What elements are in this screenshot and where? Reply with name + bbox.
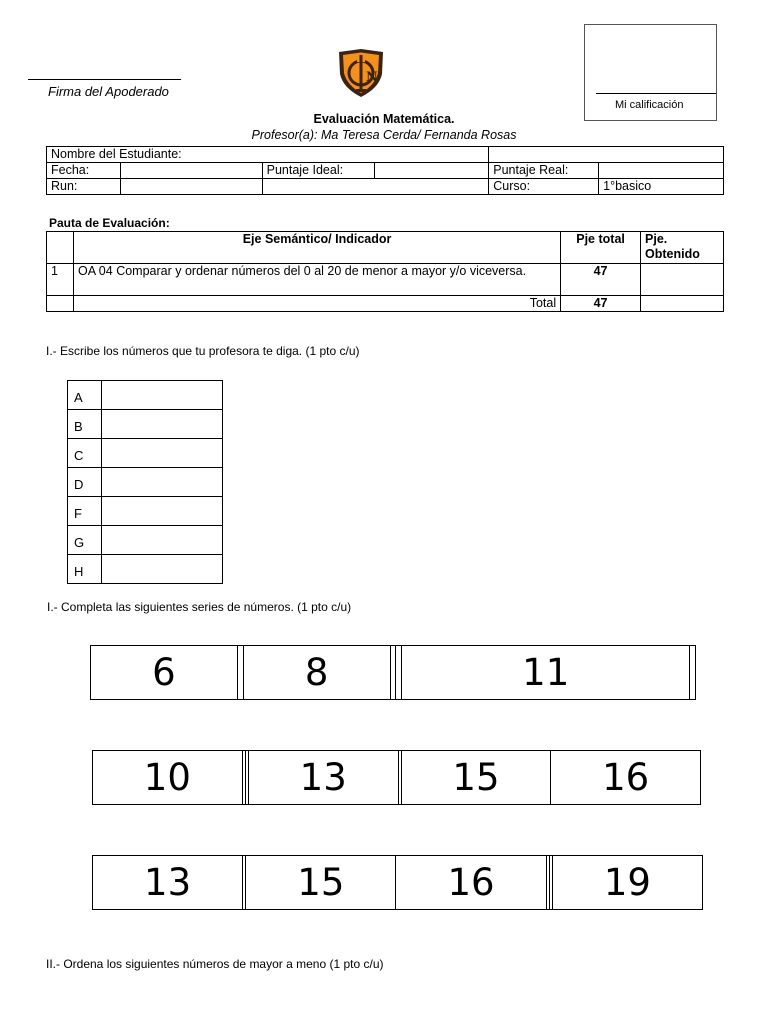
pauta-row-obtained[interactable] (641, 264, 724, 296)
pauta-total-label: Total (73, 296, 560, 312)
letter-row (68, 526, 223, 555)
run-field-extra[interactable] (262, 179, 489, 195)
student-name-label: Nombre del Estudiante: (47, 147, 489, 163)
pauta-header-blank (47, 232, 74, 264)
student-info-table (46, 146, 724, 195)
ideal-score-label: Puntaje Ideal: (262, 163, 374, 179)
letter-answer-cell[interactable] (102, 439, 223, 468)
number-series-1 (90, 645, 696, 700)
instruction-order-numbers: II.- Ordena los siguientes números de mayor a meno (1 pto c/u) (46, 957, 384, 971)
number-series-2 (92, 750, 701, 805)
series-number: 13 (93, 856, 243, 910)
grade-line (596, 93, 716, 94)
series-number: 15 (401, 751, 551, 805)
series-number: 15 (246, 856, 396, 910)
real-score-field[interactable] (599, 163, 724, 179)
letter-answer-cell[interactable] (102, 381, 223, 410)
pauta-title: Pauta de Evaluación: (49, 216, 170, 230)
letter-row (68, 468, 223, 497)
letter-answer-cell[interactable] (102, 410, 223, 439)
letter-label: D (68, 468, 102, 497)
series-row (93, 751, 701, 805)
evaluation-title: Evaluación Matemática. (313, 112, 455, 126)
letter-row (68, 555, 223, 584)
number-series-3 (92, 855, 703, 910)
pauta-total-blank (47, 296, 74, 312)
letter-label: B (68, 410, 102, 439)
letter-row (68, 381, 223, 410)
series-number: 19 (552, 856, 702, 910)
real-score-label: Puntaje Real: (489, 163, 599, 179)
student-name-field[interactable] (489, 147, 724, 163)
run-label: Run: (47, 179, 121, 195)
pauta-header-total: Pje total (561, 232, 641, 264)
instruction-write-numbers: I.- Escribe los números que tu profesora te diga. (1 pto c/u) (46, 344, 360, 358)
letter-row (68, 439, 223, 468)
course-label: Curso: (489, 179, 599, 195)
letter-answer-cell[interactable] (102, 555, 223, 584)
run-field[interactable] (120, 179, 262, 195)
pauta-row-total: 47 (561, 264, 641, 296)
letter-label: H (68, 555, 102, 584)
ideal-score-field[interactable] (374, 163, 489, 179)
instruction-complete-series: I.- Completa las siguientes series de números. (1 pto c/u) (47, 600, 352, 614)
pauta-total-obtained[interactable] (641, 296, 724, 312)
pauta-total-value: 47 (561, 296, 641, 312)
series-row (93, 856, 703, 910)
series-number: 16 (551, 751, 701, 805)
teachers-subtitle: Profesor(a): Ma Teresa Cerda/ Fernanda Rosas (251, 128, 517, 142)
letter-answer-cell[interactable] (102, 468, 223, 497)
letter-row (68, 410, 223, 439)
letter-row (68, 497, 223, 526)
letters-table (67, 380, 223, 584)
course-value: 1°basico (599, 179, 724, 195)
series-number: 8 (243, 646, 390, 700)
series-number: 13 (248, 751, 398, 805)
series-blank-cell[interactable] (689, 646, 695, 700)
letter-label: F (68, 497, 102, 526)
series-number: 10 (93, 751, 243, 805)
series-number: 6 (91, 646, 238, 700)
school-logo (335, 48, 387, 98)
date-label: Fecha: (47, 163, 121, 179)
grade-label: Mi calificación (615, 99, 684, 111)
svg-text:N: N (366, 70, 378, 85)
pauta-header-obtained: Pje. Obtenido (641, 232, 724, 264)
date-field[interactable] (120, 163, 262, 179)
pauta-table (46, 231, 724, 312)
letter-label: A (68, 381, 102, 410)
letter-label: C (68, 439, 102, 468)
series-number: 11 (402, 646, 690, 700)
letter-answer-cell[interactable] (102, 526, 223, 555)
pauta-row-number: 1 (47, 264, 74, 296)
pauta-row-indicator: OA 04 Comparar y ordenar números del 0 al 20 de menor a mayor y/o viceversa. (73, 264, 560, 296)
pauta-header-indicator: Eje Semántico/ Indicador (73, 232, 560, 264)
series-row (91, 646, 696, 700)
signature-label: Firma del Apoderado (48, 84, 169, 99)
series-number: 16 (396, 856, 546, 910)
signature-line (28, 79, 181, 80)
letter-label: G (68, 526, 102, 555)
letter-answer-cell[interactable] (102, 497, 223, 526)
